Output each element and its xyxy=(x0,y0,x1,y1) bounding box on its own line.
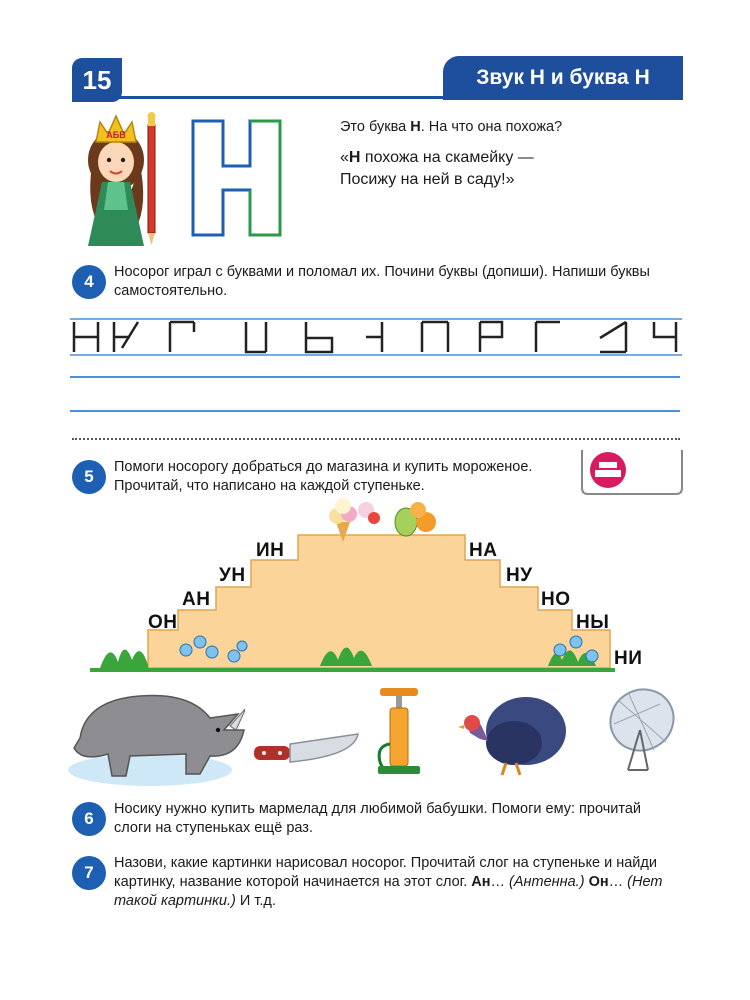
broken-letters-row xyxy=(70,318,682,358)
knife-icon[interactable] xyxy=(250,730,362,770)
crown-letters: АБВ xyxy=(106,130,126,140)
step-right-3: НО xyxy=(541,589,571,610)
task-4-number: 4 xyxy=(72,265,106,299)
step-left-1: ОН xyxy=(148,612,178,633)
task-6-text: Носику нужно купить мармелад для любимой бабушки. Помоги ему: прочитай слоги на ступеньках ещё раз. xyxy=(114,801,641,836)
step-right-5: НИ xyxy=(614,648,643,669)
antenna-icon[interactable] xyxy=(598,684,680,779)
task-7-number: 7 xyxy=(72,856,106,890)
princess-illustration xyxy=(78,110,168,250)
letter-h-outline xyxy=(190,118,284,238)
step-right-2: НУ xyxy=(506,565,533,586)
task-6-number: 6 xyxy=(72,802,106,836)
read-together-icon xyxy=(580,448,684,496)
dotted-separator xyxy=(72,438,680,440)
writing-line-2[interactable] xyxy=(70,410,680,412)
intro-question: Это буква Н. На что она похожа? xyxy=(340,119,563,135)
turkey-icon[interactable] xyxy=(458,695,570,780)
intro-poem: «Н похожа на скамейку — Посижу на ней в саду!» xyxy=(340,149,534,188)
task-7-text: Назови, какие картинки нарисовал носорог. Прочитай слог на ступеньке и найди картинку, название которой начинается на этот слог. Ан… (Антенна.) Он… (Нет такой картинки.) И т.д. xyxy=(114,855,663,909)
pump-icon[interactable] xyxy=(374,684,424,780)
step-right-4: НЫ xyxy=(576,612,610,633)
task-4-text: Носорог играл с буквами и поломал их. Почини буквы (допиши). Напиши буквы самостоятельно. xyxy=(114,264,650,299)
step-left-4: ИН xyxy=(256,540,285,561)
task-5-number: 5 xyxy=(72,460,106,494)
step-right-1: НА xyxy=(469,540,498,561)
step-left-2: АН xyxy=(182,589,211,610)
page-number: 15 xyxy=(72,58,122,102)
rhinoceros-icon[interactable] xyxy=(60,678,245,790)
step-left-3: УН xyxy=(219,565,246,586)
page-title: Звук Н и буква Н xyxy=(443,56,683,100)
task-5-text: Помоги носорогу добраться до магазина и купить мороженое. Прочитай, что написано на каждой ступеньке. xyxy=(114,459,533,494)
writing-line-1[interactable] xyxy=(70,376,680,378)
